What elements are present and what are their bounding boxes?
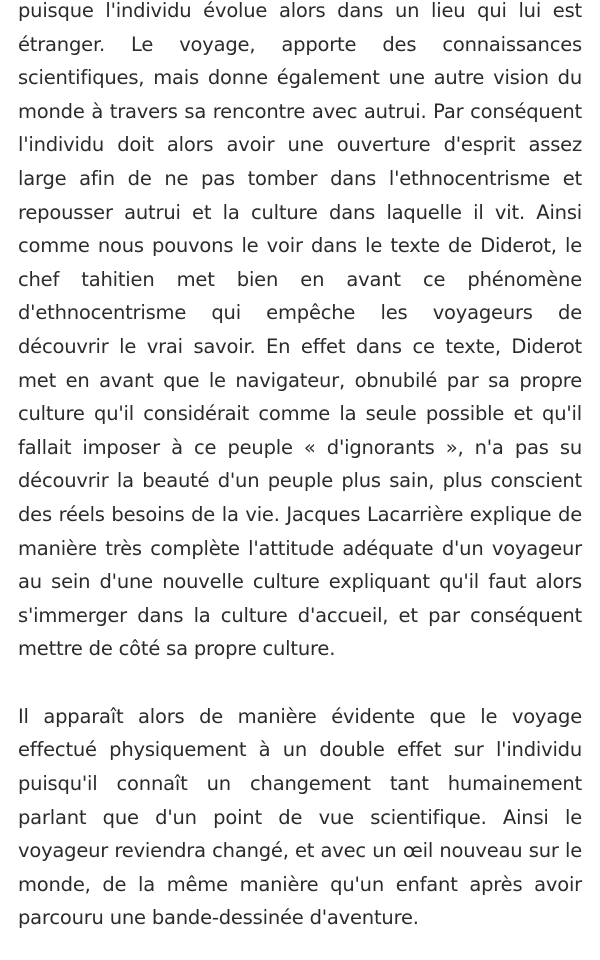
body-paragraph: Il apparaît alors de manière évidente que le voyage effectué physiquement à un double effet sur l'individu puisqu'il connaît un changement tant humainement parlant que d'un point de vue scientifique. Ainsi le voyageur reviendra changé, et avec un œil nouveau sur le monde, de la même manière qu'un enfant après avoir parcouru une bande-dessinée d'aventure. <box>18 704 582 930</box>
body-paragraph: puisque l'individu évolue alors dans un lieu qui lui est étranger. Le voyage, apporte des connaissances scientifiques, mais donne également une autre vision du monde à travers sa rencontre avec autrui. Par conséquent l'individu doit alors avoir une ouverture d'esprit assez large afin de ne pas tomber dans l'ethnocentrisme et repousser autrui et la culture dans laquelle il vit. Ainsi comme nous pouvons le voir dans le texte de Diderot, le chef tahitien met bien en avant ce phénomène d'ethnocentrisme qui empêche les voyageurs de découvrir le vrai savoir. En effet dans ce texte, Diderot met en avant que le navigateur, obnubilé par sa propre culture qu'il considérait comme la seule possible et qu'il fallait imposer à ce peuple « d'ignorants », n'a pas su découvrir la beauté d'un peuple plus sain, plus conscient des réels besoins de la vie. Jacques Lacarrière explique de manière très complète l'attitude adéquate d'un voyageur au sein d'une nouvelle culture expliquant qu'il faut alors s'immerger dans la culture d'accueil, et par conséquent mettre de côté sa propre culture. <box>18 0 582 661</box>
